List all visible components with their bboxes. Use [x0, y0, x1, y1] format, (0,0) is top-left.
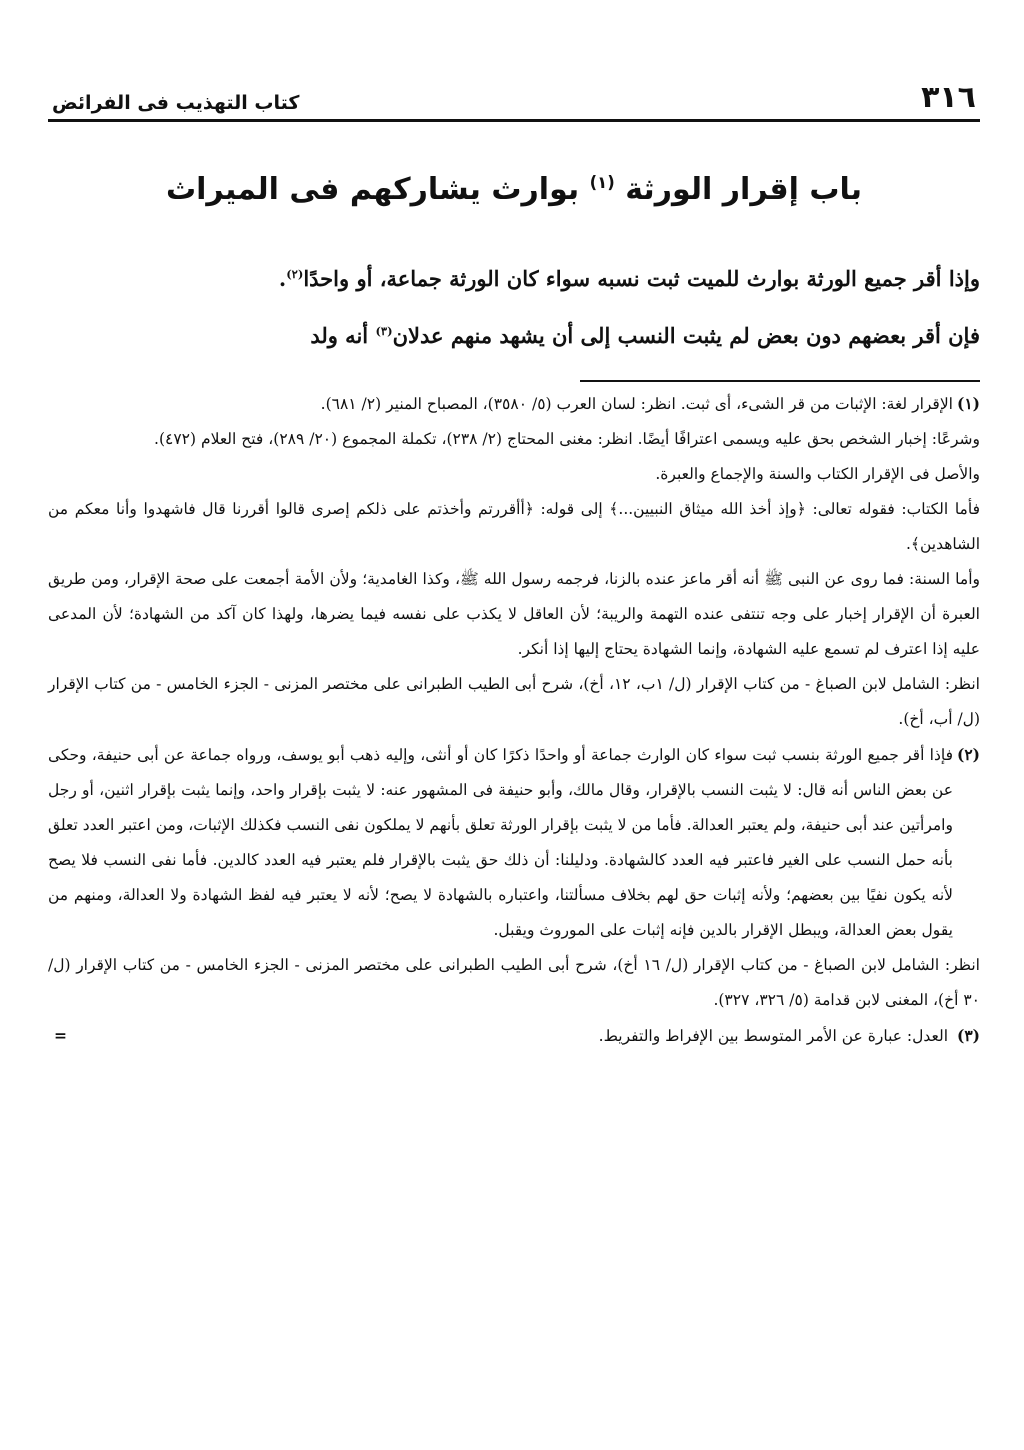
footnote-1-paragraph-1: الإقرار لغة: الإثبات من قر الشىء، أى ثبت. انظر: لسان العرب (٥/ ٣٥٨٠)، المصباح المنير (٢/ ٦٨١). — [320, 395, 953, 413]
footnote-3-body — [599, 1018, 980, 1054]
chapter-title-footnote-ref: (١) — [589, 173, 615, 192]
footnote-1-paragraph-4: فأما الكتاب: فقوله تعالى: ﴿وإذ أخذ الله ميثاق النبيين...﴾ إلى قوله: ﴿أأقررتم وأخذتم على ذلكم إصرى قالوا أقررنا قال فاشهدوا وأنا معكم من الشاهدين﴾. — [48, 500, 980, 553]
footnote-1-paragraph-2: وشرعًا: إخبار الشخص بحق عليه ويسمى اعترافًا أيضًا. انظر: مغنى المحتاج (٢/ ٢٣٨)، تكملة المجموع (٢٠/ ٢٨٩)، فتح العلام (٤٧٢). — [154, 430, 980, 448]
footnote-2 — [48, 737, 980, 948]
footnote-1-paragraph-5: وأما السنة: فما روى عن النبى ﷺ أنه أقر ماعز عنده بالزنا، فرجمه رسول الله ﷺ، وكذا الغامدية؛ ولأن الأمة أجمعت على صحة الإقرار، ومن طريق العبرة أن الإقرار إخبار على وجه تنتفى عنده التهمة والريبة؛ لأن العاقل لا يكذب على نفسه فيما يضرها، ولهذا كان آكد من الشهادة؛ لأن المدعى عليه إذا اعترف لم تسمع عليه الشهادة، وإنما الشهادة يحتاج إليها إذا أنكر. — [48, 570, 980, 658]
footnote-divider — [580, 380, 980, 382]
running-header — [48, 70, 980, 122]
main-paragraph-1-text: وإذا أقر جميع الورثة بوارث للميت ثبت نسبه سواء كان الورثة جماعة، أو واحدًا — [303, 266, 980, 291]
continuation-mark: = — [54, 1026, 67, 1045]
footnote-1-paragraph-3: والأصل فى الإقرار الكتاب والسنة والإجماع والعبرة. — [655, 465, 980, 483]
main-paragraph-2-end: أنه ولد — [310, 323, 369, 348]
footnote-3 — [48, 1018, 980, 1054]
footnote-2-paragraph-2: انظر: الشامل لابن الصباغ - من كتاب الإقرار (ل/ ١٦ أخ)، شرح أبى الطيب الطبرانى على مختصر المزنى - الجزء الخامس - من كتاب الإقرار (ل/ ٣٠ أخ)، المغنى لابن قدامة (٥/ ٣٢٦، ٣٢٧). — [48, 956, 980, 1009]
main-paragraph-2-text: فإن أقر بعضهم دون بعض لم يثبت النسب إلى أن يشهد منهم عدلان — [392, 323, 980, 348]
main-paragraph-1-footnote-ref: (٢) — [286, 267, 304, 281]
main-paragraph-2-footnote-ref: (٣) — [375, 324, 393, 338]
page-number: ٣١٦ — [921, 80, 976, 115]
chapter-title — [48, 172, 980, 208]
footnote-1 — [48, 386, 980, 422]
footnote-3-paragraph-1: العدل: عبارة عن الأمر المتوسط بين الإفراط والتفريط. — [598, 1027, 949, 1045]
footnotes — [48, 386, 980, 1054]
main-paragraph-2 — [48, 305, 980, 362]
book-page — [48, 70, 980, 1054]
footnote-1-paragraph-6: انظر: الشامل لابن الصباغ - من كتاب الإقرار (ل/ ١ب، ١٢، أخ)، شرح أبى الطيب الطبرانى على مختصر المزنى - الجزء الخامس - من كتاب الإقرار (ل/ أب، أخ). — [48, 675, 980, 728]
footnote-2-paragraph-1: فإذا أقر جميع الورثة بنسب ثبت سواء كان الوارث جماعة أو واحدًا ذكرًا كان أو أنثى، وإليه ذهب أبو يوسف، ورواه جماعة عن أبى حنيفة، وحكى عن بعض الناس أنه قال: لا يثبت النسب بالإقرار، وقال مالك، وأبو حنيفة فى المشهور عنه: لا يثبت بإقرار واحد، وإنما يثبت بإقرار اثنين، أو رجل وامرأتين عند أبى حنيفة، ولم يعتبر العدالة. فأما من لا يثبت بإقرار الورثة تعلق بأنهم لا يملكون نفى النسب فكذلك الإثبات، ومن اعتبر العدد تعلق بأنه حمل النسب على الغير فاعتبر فيه العدد كالشهادة. ودليلنا: أن ذلك حق يثبت بالإقرار فلم يعتبر فيه العدد كالدين. فأما نفى النسب فلا يصح لأنه يكون نفيًا بين بعضهم؛ ولأنه إثبات حق لهم بخلاف مسألتنا، واعتباره بالشهادة لا يصح؛ لأنه لا يعتبر فيه لفظ الشهادة ولا العدالة، ومنهم من يقول بعض العدالة، ويبطل الإقرار بالدين فإنه إثبات على الموروث ويقبل. — [48, 746, 953, 939]
main-text — [48, 248, 980, 362]
book-title: كتاب التهذيب فى الفرائض — [52, 92, 300, 114]
main-paragraph-1 — [48, 248, 980, 305]
footnote-2-number: (٢) — [956, 745, 980, 764]
chapter-title-part1: باب إقرار الورثة — [625, 172, 863, 207]
footnote-1-number: (١) — [956, 394, 980, 413]
chapter-title-part2: بوارث يشاركهم فى الميراث — [165, 172, 580, 207]
footnote-3-number: (٣) — [956, 1026, 980, 1045]
main-paragraph-1-end: . — [278, 266, 287, 291]
